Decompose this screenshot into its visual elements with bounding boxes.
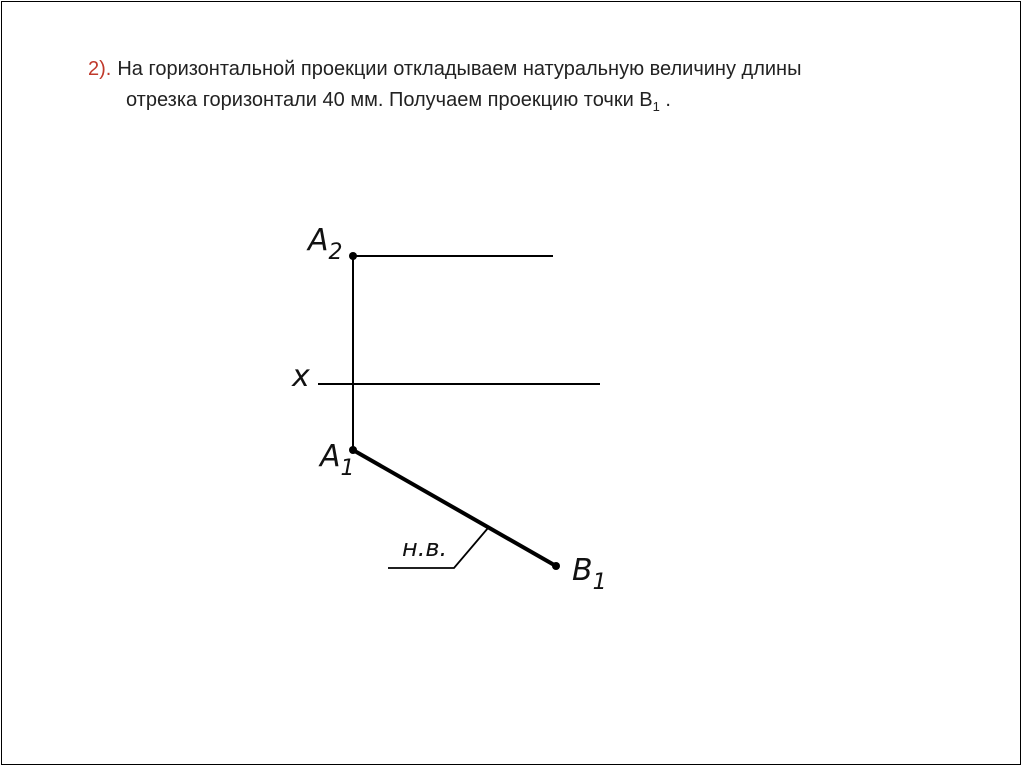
point-a1-dot xyxy=(349,446,357,454)
label-true-length: н.в. xyxy=(402,534,448,562)
caption-line-2-end: . xyxy=(659,89,671,111)
label-a2: $A_2$ xyxy=(308,223,343,265)
label-b1: $B_1$ xyxy=(572,553,607,595)
point-a2-dot xyxy=(349,252,357,260)
point-b1-dot xyxy=(552,562,560,570)
caption-line-2-sub: 1 xyxy=(652,99,660,114)
label-a1: $A_1$ xyxy=(320,439,355,481)
caption-line-1: На горизонтальной проекции откладываем натуральную величину длины xyxy=(117,58,802,80)
step-number: 2). xyxy=(88,58,112,80)
segment-a1-b1 xyxy=(353,450,556,566)
label-x-axis: x xyxy=(292,359,310,394)
caption-line-2: отрезка горизонтали 40 мм. Получаем проекцию точки В xyxy=(126,89,653,111)
